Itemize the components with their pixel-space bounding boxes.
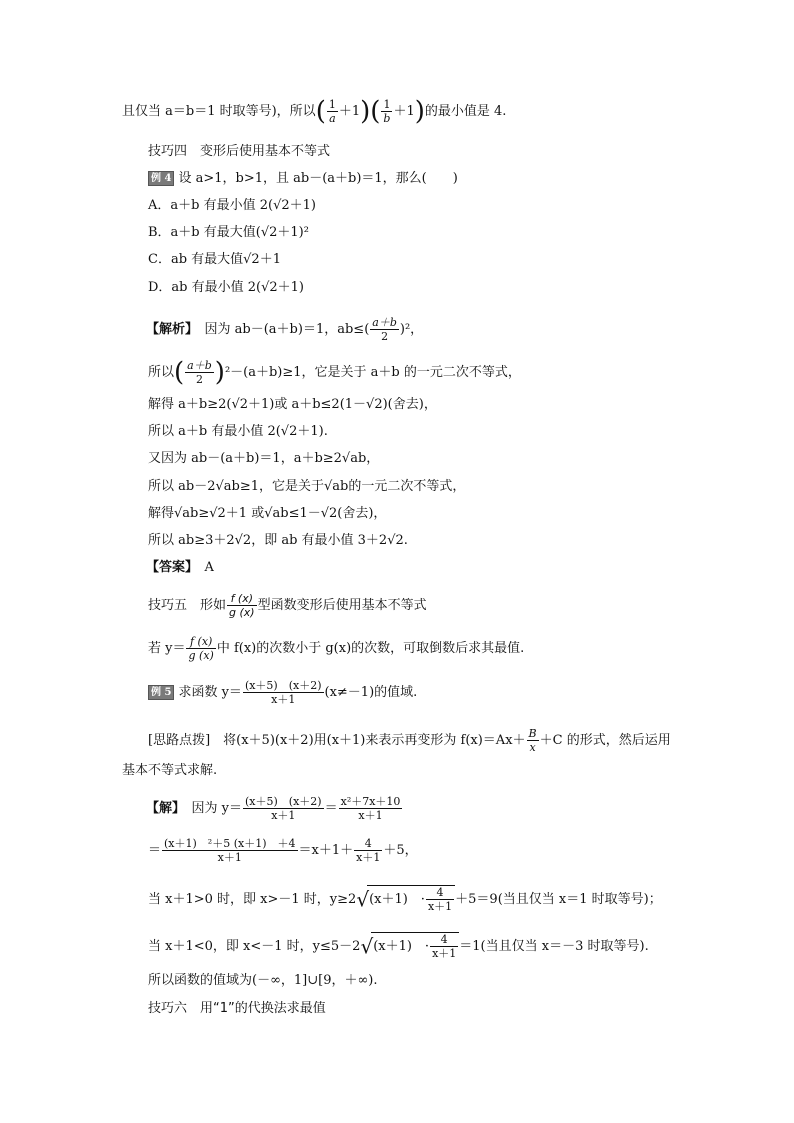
case-2: 当 x＋1<0，即 x<－1 时，y≤5－2√(x＋1) · $\frac{4}{x+1}$ ＝1(当且仅当 x＝－3 时取等号). [148,933,649,960]
option-a: A．a＋b 有最小值 2(√2＋1) [148,198,316,213]
case-1: 当 x＋1>0 时，即 x>－1 时，y≥2√(x＋1) · $\frac{4}{x+1}$ ＋5＝9(当且仅当 x＝1 时取等号)； [148,886,662,913]
example5-question: 例 5 求函数 y＝ $\frac{(x+5) (x+2)}{x+1}$ (x≠－1)的值域. [148,679,417,706]
fraction: $\frac{1}{b}$ [383,98,391,125]
answer-label: 【答案】 [146,560,192,575]
solution-line-1: 【解】 因为 y＝ $\frac{(x+5) (x+2)}{x+1}$ ＝ $\frac{\text{x²＋7x＋10}}{x+1}$ [146,795,401,822]
analysis-line-3: 解得 a＋b≥2(√2＋1)或 a＋b≤2(1－√2)(舍去)， [148,397,437,412]
analysis-line-2: 所以( $\frac{a+b}{2}$ )²－(a＋b)≥1，它是关于 a＋b 的一元二次不等式， [148,357,521,388]
text: 且仅当 a＝b＝1 时取等号)，所以 [122,104,316,119]
option-b: B．a＋b 有最大值(√2＋1)² [148,225,309,240]
option-d: D．ab 有最小值 2(√2＋1) [148,280,305,295]
skill5-description: 若 y＝ $\frac{f (x)}{g (x)}$ 中 f(x)的次数小于 g(x)的次数，可取倒数后求其最值. [148,635,525,662]
example-tag: 例 5 [148,685,174,700]
text: 的最小值是 4. [424,104,507,119]
analysis-line-7: 解得√ab≥√2＋1 或√ab≤1－√2(舍去)， [148,506,387,521]
analysis-line-5: 又因为 ab－(a＋b)＝1，a＋b≥2√ab， [148,451,380,466]
hint-line-1: [思路点拨] 将(x＋5)(x＋2)用(x＋1)来表示再变形为 f(x)＝Ax＋ $\frac{B}{x}$ ＋C 的形式，然后运用 [148,727,671,754]
analysis-label: 【解析】 [146,322,192,337]
example-tag: 例 4 [148,171,174,186]
skill4-title: 技巧四 变形后使用基本不等式 [148,144,331,159]
hint-line-2: 基本不等式求解. [122,763,218,778]
top-line: 且仅当 a＝b＝1 时取等号)，所以( $\frac{1}{a}$ ＋1)( $\frac{1}{b}$ ＋1)的最小值是 4. [122,96,507,127]
option-c: C．ab 有最大值√2＋1 [148,252,281,267]
analysis-line-4: 所以 a＋b 有最小值 2(√2＋1). [148,424,328,439]
analysis-line-1: 【解析】 因为 ab－(a＋b)＝1，ab≤( $\frac{a+b}{2}$ )²， [146,316,424,343]
skill5-title: 技巧五 形如 $\frac{f (x)}{g (x)}$ 型函数变形后使用基本不等式 [148,592,427,619]
solution-label: 【解】 [146,801,179,816]
analysis-line-8: 所以 ab≥3＋2√2，即 ab 有最小值 3＋2√2. [148,533,408,548]
range-line: 所以函数的值域为(－∞，1]∪[9，＋∞). [148,973,378,988]
fraction: $\frac{1}{a}$ [328,98,336,125]
solution-line-2: ＝ $\frac{\text{(x＋1) ²＋5 (x＋1) ＋4}}{x+1}$ ＝x＋1＋ $\frac{4}{x+1}$ ＋5， [148,837,418,864]
example4-question [148,170,458,188]
analysis-line-6: 所以 ab－2√ab≥1，它是关于√ab的一元二次不等式， [148,479,466,494]
skill6-title: 技巧六 用“1”的代换法求最值 [148,1001,326,1016]
answer-value: A [204,560,214,575]
answer-line [146,559,214,577]
text: 设 a>1，b>1，且 ab－(a＋b)＝1，那么( ) [178,171,458,186]
